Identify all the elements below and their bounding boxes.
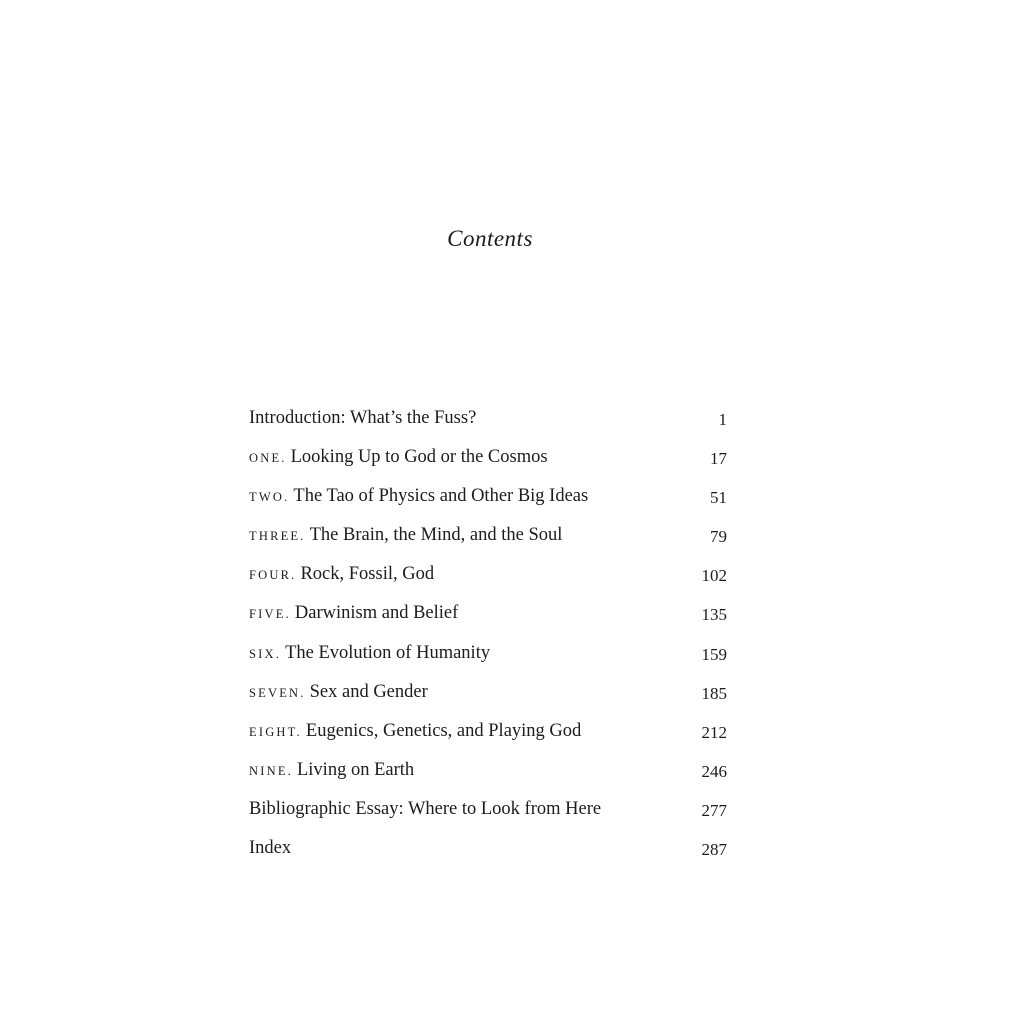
toc-entry — [249, 480, 729, 519]
chapter-title: Bibliographic Essay: Where to Look from Here — [249, 798, 602, 819]
chapter-number: ONE. — [249, 451, 287, 466]
page-number: 17 — [710, 449, 727, 469]
toc-entry — [249, 793, 729, 832]
page-number: 246 — [701, 761, 727, 781]
toc-entry-label — [249, 402, 476, 434]
page-number: 159 — [701, 644, 727, 664]
page-number: 287 — [701, 840, 727, 860]
chapter-title: Rock, Fossil, God — [300, 564, 435, 585]
toc-entry-label — [249, 754, 414, 787]
toc-entry-label — [249, 519, 562, 552]
toc-entry-label — [249, 441, 548, 474]
page-number: 102 — [701, 566, 727, 586]
chapter-number: SIX. — [249, 646, 282, 661]
toc-entry — [249, 441, 729, 480]
toc-entry — [249, 519, 729, 558]
toc-entry-label — [249, 597, 458, 630]
chapter-number: FOUR. — [249, 568, 297, 583]
toc-entry — [249, 402, 729, 441]
chapter-number: THREE. — [249, 529, 306, 544]
chapter-number: EIGHT. — [249, 724, 302, 739]
chapter-title: Index — [249, 838, 292, 859]
chapter-number: FIVE. — [249, 607, 291, 622]
page-number: 277 — [701, 800, 727, 820]
chapter-title: The Evolution of Humanity — [285, 642, 491, 663]
toc-entry — [249, 754, 729, 793]
toc-entry-label — [249, 715, 581, 748]
toc-entry — [249, 558, 729, 597]
toc-entry-label — [249, 832, 291, 864]
chapter-title: The Tao of Physics and Other Big Ideas — [293, 486, 589, 507]
toc-entry-label — [249, 558, 434, 591]
chapter-title: Darwinism and Belief — [294, 603, 459, 624]
chapter-title: Sex and Gender — [309, 681, 428, 702]
chapter-title: Living on Earth — [296, 759, 415, 780]
page-number: 51 — [710, 488, 727, 508]
page-number: 212 — [701, 722, 727, 742]
toc-entry — [249, 637, 729, 676]
chapter-number: SEVEN. — [249, 685, 306, 700]
toc-entry-label — [249, 480, 588, 513]
page-number: 1 — [718, 410, 727, 429]
toc-entry-label — [249, 793, 601, 825]
chapter-number: NINE. — [249, 763, 293, 778]
page-number: 135 — [701, 605, 727, 625]
page-number: 79 — [710, 527, 727, 547]
toc-entry-label — [249, 637, 490, 670]
toc-entry — [249, 597, 729, 636]
chapter-title: Looking Up to God or the Cosmos — [290, 447, 548, 468]
toc-entry — [249, 832, 729, 871]
table-of-contents — [249, 402, 729, 871]
chapter-title: Eugenics, Genetics, and Playing God — [305, 720, 582, 741]
toc-entry-label — [249, 676, 428, 709]
page-number: 185 — [701, 683, 727, 703]
toc-entry — [249, 715, 729, 754]
chapter-title: Introduction: What’s the Fuss? — [249, 408, 477, 428]
chapter-number: TWO. — [249, 490, 290, 505]
chapter-title: The Brain, the Mind, and the Soul — [309, 525, 563, 546]
toc-entry — [249, 676, 729, 715]
page-title: Contents — [447, 226, 533, 251]
